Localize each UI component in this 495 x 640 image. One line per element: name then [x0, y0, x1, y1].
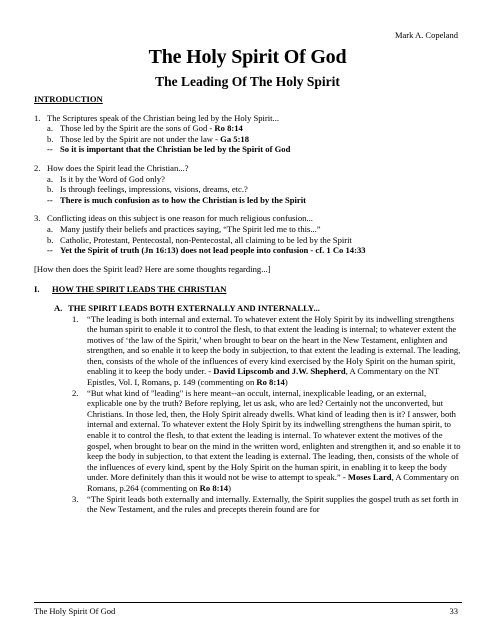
intro-point-line	[34, 163, 462, 174]
document-body	[34, 94, 462, 515]
subsection-title: THE SPIRIT LEADS BOTH EXTERNALLY AND INTERNALLY...	[68, 302, 320, 313]
intro-point	[34, 113, 462, 155]
subpoint-label: a.	[47, 223, 53, 234]
footer-divider	[34, 602, 462, 603]
subpoint-text: Is through feelings, impressions, visions, dreams, etc.?	[60, 184, 248, 195]
subsection-heading	[34, 303, 462, 314]
intro-point-text: How does the Spirit lead the Christian...?	[47, 162, 189, 173]
intro-subpoint	[34, 195, 462, 206]
subpoint-label: b.	[47, 234, 54, 245]
intro-subpoint	[34, 184, 462, 195]
subpoint-text: Many justify their beliefs and practices saying, “The Spirit led me to this...”	[60, 223, 321, 234]
introduction-points	[34, 113, 462, 256]
intro-point	[34, 163, 462, 205]
intro-subpoint	[34, 134, 462, 145]
subpoint-text: There is much confusion as to how the Christian is led by the Spirit	[60, 194, 306, 205]
footer-title: The Holy Spirit Of God	[34, 606, 116, 616]
quote-list	[34, 314, 462, 515]
subpoint-label: --	[47, 144, 53, 155]
subsection-label: A.	[54, 302, 63, 313]
quote-item	[34, 314, 462, 388]
page-subtitle: The Leading Of The Holy Spirit	[155, 74, 340, 89]
scripture-reference: Ro 8:14	[256, 377, 285, 388]
scripture-reference: Ro 8:14	[214, 123, 243, 134]
intro-point-line	[34, 213, 462, 224]
intro-point-number: 3.	[34, 213, 41, 224]
page-number: 33	[449, 606, 458, 616]
subpoint-label: b.	[47, 133, 54, 144]
intro-subpoint	[34, 245, 462, 256]
author-name: Mark A. Copeland	[394, 30, 458, 40]
intro-subpoint	[34, 174, 462, 185]
intro-point-number: 2.	[34, 162, 41, 173]
quote-author: David Lipscomb and J.W. Shepherd	[213, 366, 346, 377]
intro-point-line	[34, 113, 462, 124]
quote-number: 2.	[72, 387, 79, 398]
subpoint-label: a.	[47, 123, 53, 134]
intro-point-text: Conflicting ideas on this subject is one reason for much religious confusion...	[47, 213, 313, 224]
scripture-reference: Ga 5:18	[220, 133, 250, 144]
intro-point-number: 1.	[34, 112, 41, 123]
subpoint-text: Catholic, Protestant, Pentecostal, non-Pentecostal, all claiming to be led by the Spirit	[60, 234, 352, 245]
quote-number: 3.	[72, 493, 79, 504]
quote-text: “The leading is both internal and external. To whatever extent the Holy Spirit by its indwelling strengthens the human spirit to enable it to control the flesh, to that extent the leading is internal; to whatever extent the motives of ‘the law of the Spirit,’ when brought to bear on the heart in the New Testament, enlighten and strengthen, and so enable it to keep the body in subjection, to that extent the leading is external. The leading, then, consists of the whole of the influences of every kind exercised by the Holy Spirit on the human spirit, enabling it to keep the body under. - David Lipscomb and J.W. Shepherd, A Commentary on the NT Epistles, Vol. I, Romans, p. 149 (commenting on Ro 8:14)	[87, 313, 461, 388]
subpoint-text: So it is important that the Christian be led by the Spirit of God	[60, 144, 291, 155]
intro-subpoint	[34, 123, 462, 134]
section-label: I.	[34, 284, 40, 295]
subpoint-label: a.	[47, 173, 53, 184]
intro-subpoint	[34, 224, 462, 235]
subpoint-label: --	[47, 245, 53, 256]
section-heading	[34, 284, 462, 295]
scripture-reference: Ro 8:14	[199, 483, 229, 493]
intro-subpoint	[34, 144, 462, 155]
intro-point	[34, 213, 462, 255]
quote-text: “But what kind of "leading" is here meant--an occult, internal, inexplicable leading, or an external, explicable one by the truth? Before replying, let us ask, who are led? Certainly not the unconverted, but Christians. In those led, then, the Holy Spirit already dwells. What kind of leading then is it? I answer, both internal and external. To whatever extent the Holy Spirit by its indwelling strengthens the human spirit, to enable it to control the flesh, to that extent the leading is internal. To whatever extent the motives of the gospel, when brought to bear on the mind in the written word, enlighten and strengthen it, and so enable it to keep the body in subjection, to that extent the leading is external. The leading, then, consists of the whole of the influences of every kind, spent by the Holy Spirit on the human spirit, in enabling it to keep the body under. More definitely than this it would not be wise to attempt to speak.” - Moses Lard, A Commentary on Romans, p.264 (commenting on Ro 8:14)	[87, 387, 461, 493]
quote-author: Moses Lard	[347, 472, 392, 483]
page-title: The Holy Spirit Of God	[148, 46, 347, 68]
intro-point-text: The Scriptures speak of the Christian being led by the Holy Spirit...	[47, 112, 279, 123]
intro-subpoint	[34, 235, 462, 246]
introduction-heading: INTRODUCTION	[34, 94, 103, 104]
section-title: HOW THE SPIRIT LEADS THE CHRISTIAN	[52, 284, 227, 295]
subpoint-label: b.	[47, 184, 54, 195]
transition-note: [How then does the Spirit lead? Here are some thoughts regarding...]	[34, 263, 271, 274]
subpoint-label: --	[47, 194, 53, 205]
quote-item	[34, 388, 462, 494]
quote-text: “The Spirit leads both externally and internally. Externally, the Spirit supplies the gospel truth as set forth in the New Testament, and the rules and precepts therein found are for	[87, 493, 459, 515]
quote-item	[34, 494, 462, 515]
subpoint-text: Yet the Spirit of truth (Jn 16:13) does not lead people into confusion - cf. 1 Co 14:33	[60, 245, 366, 256]
subpoint-text: Those led by the Spirit are not under the law - Ga 5:18	[60, 133, 250, 144]
subpoint-text: Is it by the Word of God only?	[60, 173, 165, 184]
quote-number: 1.	[72, 313, 79, 324]
subpoint-text: Those led by the Spirit are the sons of God - Ro 8:14	[60, 123, 243, 134]
